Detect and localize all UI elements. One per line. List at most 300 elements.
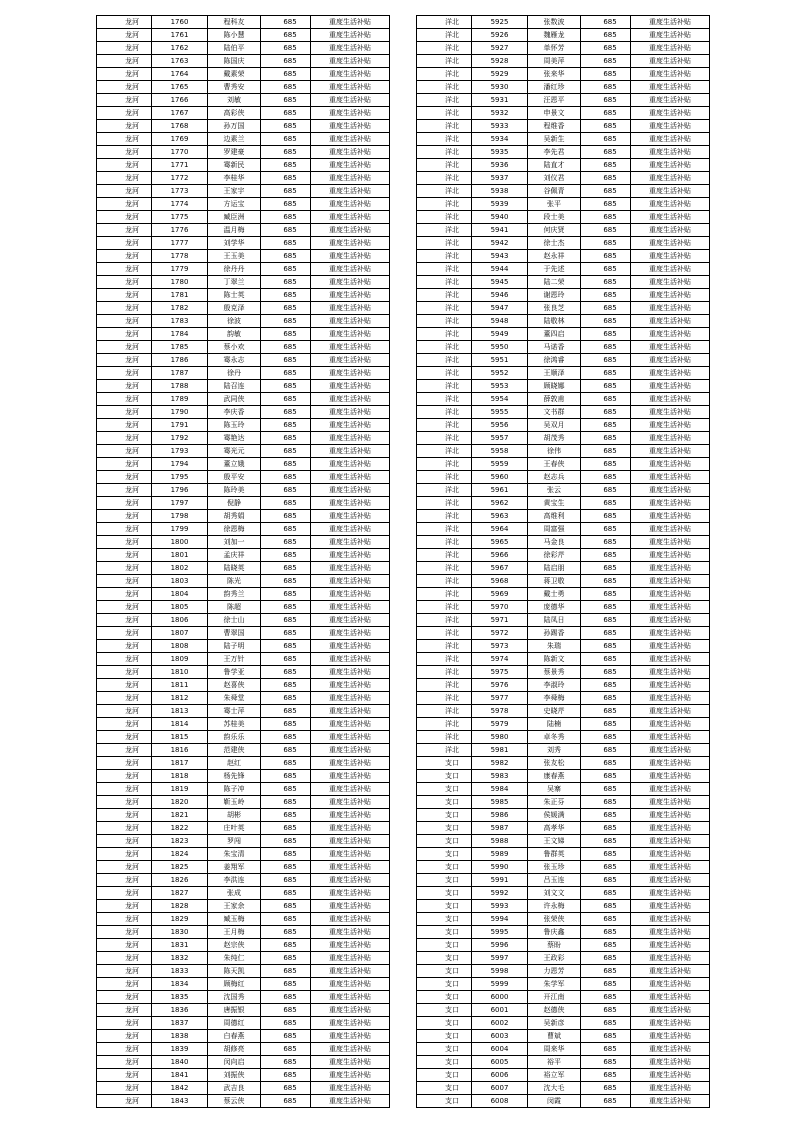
serial-number-cell: 5942 [472, 237, 528, 250]
amount-cell: 685 [261, 237, 311, 250]
town-cell: 龙河 [97, 991, 152, 1004]
amount-cell: 685 [581, 926, 631, 939]
amount-cell: 685 [581, 341, 631, 354]
town-cell: 洋北 [417, 393, 472, 406]
subsidy-type-cell: 重度生活补贴 [631, 705, 710, 718]
town-cell: 龙河 [97, 887, 152, 900]
serial-number-cell: 6005 [472, 1056, 528, 1069]
town-cell: 洋北 [417, 29, 472, 42]
town-cell: 龙河 [97, 965, 152, 978]
name-cell: 韵敏 [208, 328, 261, 341]
table-row [417, 1095, 710, 1108]
town-cell: 支口 [417, 757, 472, 770]
amount-cell: 685 [261, 16, 311, 29]
amount-cell: 685 [581, 796, 631, 809]
name-cell: 董四启 [528, 328, 581, 341]
serial-number-cell: 5939 [472, 198, 528, 211]
subsidy-type-cell: 重度生活补贴 [631, 822, 710, 835]
subsidy-type-cell: 重度生活补贴 [631, 81, 710, 94]
serial-number-cell: 1808 [152, 640, 208, 653]
amount-cell: 685 [261, 640, 311, 653]
name-cell: 温月梅 [208, 224, 261, 237]
town-cell: 支口 [417, 913, 472, 926]
table-row [417, 978, 710, 991]
name-cell: 李桂华 [208, 172, 261, 185]
town-cell: 龙河 [97, 172, 152, 185]
subsidy-type-cell: 重度生活补贴 [311, 835, 390, 848]
serial-number-cell: 1761 [152, 29, 208, 42]
table-row [97, 796, 390, 809]
subsidy-type-cell: 重度生活补贴 [631, 1095, 710, 1108]
amount-cell: 685 [581, 965, 631, 978]
table-row [417, 497, 710, 510]
serial-number-cell: 5983 [472, 770, 528, 783]
name-cell: 段士美 [528, 211, 581, 224]
name-cell: 张来华 [528, 68, 581, 81]
table-row [97, 965, 390, 978]
name-cell: 闵向启 [208, 1056, 261, 1069]
table-row [97, 809, 390, 822]
name-cell: 韵乐乐 [208, 731, 261, 744]
subsidy-type-cell: 重度生活补贴 [631, 250, 710, 263]
serial-number-cell: 1836 [152, 1004, 208, 1017]
name-cell: 骞士萍 [208, 705, 261, 718]
name-cell: 李洪连 [208, 874, 261, 887]
town-cell: 龙河 [97, 107, 152, 120]
serial-number-cell: 5927 [472, 42, 528, 55]
subsidy-type-cell: 重度生活补贴 [631, 653, 710, 666]
name-cell: 朱学军 [528, 978, 581, 991]
amount-cell: 685 [581, 185, 631, 198]
town-cell: 龙河 [97, 796, 152, 809]
town-cell: 洋北 [417, 627, 472, 640]
subsidy-type-cell: 重度生活补贴 [631, 861, 710, 874]
amount-cell: 685 [261, 328, 311, 341]
amount-cell: 685 [261, 1043, 311, 1056]
amount-cell: 685 [261, 133, 311, 146]
table-row [417, 1017, 710, 1030]
serial-number-cell: 5957 [472, 432, 528, 445]
table-row [417, 380, 710, 393]
subsidy-type-cell: 重度生活补贴 [311, 679, 390, 692]
subsidy-type-cell: 重度生活补贴 [631, 991, 710, 1004]
table-row [97, 1030, 390, 1043]
table-row [97, 874, 390, 887]
town-cell: 龙河 [97, 42, 152, 55]
amount-cell: 685 [581, 1043, 631, 1056]
name-cell: 李淑玲 [528, 679, 581, 692]
table-row [97, 1017, 390, 1030]
amount-cell: 685 [581, 94, 631, 107]
amount-cell: 685 [581, 471, 631, 484]
town-cell: 龙河 [97, 926, 152, 939]
serial-number-cell: 5934 [472, 133, 528, 146]
town-cell: 龙河 [97, 55, 152, 68]
table-row [417, 367, 710, 380]
town-cell: 支口 [417, 874, 472, 887]
serial-number-cell: 6003 [472, 1030, 528, 1043]
amount-cell: 685 [581, 16, 631, 29]
name-cell: 陆子明 [208, 640, 261, 653]
table-row [97, 783, 390, 796]
subsidy-type-cell: 重度生活补贴 [311, 913, 390, 926]
name-cell: 殷平安 [208, 471, 261, 484]
table-row [97, 354, 390, 367]
name-cell: 刘文文 [528, 887, 581, 900]
town-cell: 支口 [417, 1095, 472, 1108]
serial-number-cell: 5960 [472, 471, 528, 484]
serial-number-cell: 1811 [152, 679, 208, 692]
serial-number-cell: 1780 [152, 276, 208, 289]
name-cell: 闵霞 [528, 1095, 581, 1108]
amount-cell: 685 [581, 497, 631, 510]
table-row [417, 809, 710, 822]
subsidy-type-cell: 重度生活补贴 [631, 1017, 710, 1030]
serial-number-cell: 1773 [152, 185, 208, 198]
subsidy-type-cell: 重度生活补贴 [311, 185, 390, 198]
subsidy-type-cell: 重度生活补贴 [631, 978, 710, 991]
name-cell: 胡彬 [208, 809, 261, 822]
town-cell: 龙河 [97, 523, 152, 536]
name-cell: 李庆香 [208, 406, 261, 419]
name-cell: 高彩侠 [208, 107, 261, 120]
subsidy-type-cell: 重度生活补贴 [631, 107, 710, 120]
table-row [97, 315, 390, 328]
amount-cell: 685 [261, 718, 311, 731]
amount-cell: 685 [261, 965, 311, 978]
subsidy-type-cell: 重度生活补贴 [311, 367, 390, 380]
serial-number-cell: 5943 [472, 250, 528, 263]
town-cell: 龙河 [97, 302, 152, 315]
name-cell: 戴士勇 [528, 588, 581, 601]
table-row [97, 562, 390, 575]
town-cell: 洋北 [417, 120, 472, 133]
amount-cell: 685 [261, 29, 311, 42]
town-cell: 洋北 [417, 718, 472, 731]
serial-number-cell: 1832 [152, 952, 208, 965]
town-cell: 龙河 [97, 562, 152, 575]
subsidy-type-cell: 重度生活补贴 [631, 562, 710, 575]
serial-number-cell: 5964 [472, 523, 528, 536]
town-cell: 龙河 [97, 146, 152, 159]
amount-cell: 685 [581, 276, 631, 289]
subsidy-type-cell: 重度生活补贴 [311, 289, 390, 302]
subsidy-type-cell: 重度生活补贴 [631, 692, 710, 705]
serial-number-cell: 5931 [472, 94, 528, 107]
serial-number-cell: 1806 [152, 614, 208, 627]
town-cell: 龙河 [97, 1030, 152, 1043]
table-row [417, 926, 710, 939]
table-row [417, 796, 710, 809]
amount-cell: 685 [581, 536, 631, 549]
name-cell: 罗闯 [208, 835, 261, 848]
name-cell: 王万针 [208, 653, 261, 666]
amount-cell: 685 [261, 770, 311, 783]
subsidy-type-cell: 重度生活补贴 [311, 1004, 390, 1017]
subsidy-type-cell: 重度生活补贴 [631, 1082, 710, 1095]
table-row [97, 679, 390, 692]
town-cell: 龙河 [97, 367, 152, 380]
name-cell: 骞永志 [208, 354, 261, 367]
serial-number-cell: 1822 [152, 822, 208, 835]
name-cell: 鲁群英 [528, 848, 581, 861]
name-cell: 徐士杰 [528, 237, 581, 250]
town-cell: 洋北 [417, 94, 472, 107]
amount-cell: 685 [261, 198, 311, 211]
serial-number-cell: 1764 [152, 68, 208, 81]
subsidy-type-cell: 重度生活补贴 [311, 107, 390, 120]
serial-number-cell: 5972 [472, 627, 528, 640]
serial-number-cell: 1769 [152, 133, 208, 146]
town-cell: 支口 [417, 952, 472, 965]
serial-number-cell: 5968 [472, 575, 528, 588]
table-row [417, 445, 710, 458]
table-row [417, 913, 710, 926]
amount-cell: 685 [581, 367, 631, 380]
serial-number-cell: 1802 [152, 562, 208, 575]
town-cell: 洋北 [417, 146, 472, 159]
town-cell: 洋北 [417, 640, 472, 653]
serial-number-cell: 1827 [152, 887, 208, 900]
table-row [417, 965, 710, 978]
subsidy-type-cell: 重度生活补贴 [311, 822, 390, 835]
subsidy-type-cell: 重度生活补贴 [631, 952, 710, 965]
subsidy-type-cell: 重度生活补贴 [311, 393, 390, 406]
subsidy-type-cell: 重度生活补贴 [311, 757, 390, 770]
subsidy-type-cell: 重度生活补贴 [631, 42, 710, 55]
name-cell: 王春侠 [528, 458, 581, 471]
subsidy-type-cell: 重度生活补贴 [631, 926, 710, 939]
serial-number-cell: 5926 [472, 29, 528, 42]
name-cell: 王文娣 [528, 835, 581, 848]
town-cell: 洋北 [417, 276, 472, 289]
town-cell: 龙河 [97, 276, 152, 289]
name-cell: 吴新生 [528, 133, 581, 146]
name-cell: 罗建豪 [208, 146, 261, 159]
serial-number-cell: 5938 [472, 185, 528, 198]
name-cell: 何庆贤 [528, 224, 581, 237]
table-row [417, 1056, 710, 1069]
table-row [417, 627, 710, 640]
subsidy-type-cell: 重度生活补贴 [311, 68, 390, 81]
serial-number-cell: 5930 [472, 81, 528, 94]
subsidy-type-cell: 重度生活补贴 [631, 146, 710, 159]
serial-number-cell: 5935 [472, 146, 528, 159]
serial-number-cell: 5965 [472, 536, 528, 549]
subsidy-type-cell: 重度生活补贴 [631, 744, 710, 757]
subsidy-type-cell: 重度生活补贴 [311, 783, 390, 796]
amount-cell: 685 [581, 198, 631, 211]
serial-number-cell: 5961 [472, 484, 528, 497]
name-cell: 鲁庆鑫 [528, 926, 581, 939]
table-row [417, 1069, 710, 1082]
serial-number-cell: 1837 [152, 1017, 208, 1030]
amount-cell: 685 [261, 1030, 311, 1043]
serial-number-cell: 1794 [152, 458, 208, 471]
town-cell: 龙河 [97, 315, 152, 328]
town-cell: 龙河 [97, 185, 152, 198]
town-cell: 洋北 [417, 42, 472, 55]
name-cell: 张良芝 [528, 302, 581, 315]
serial-number-cell: 1760 [152, 16, 208, 29]
subsidy-type-cell: 重度生活补贴 [631, 263, 710, 276]
town-cell: 龙河 [97, 900, 152, 913]
serial-number-cell: 5946 [472, 289, 528, 302]
table-row [417, 692, 710, 705]
name-cell: 李先君 [528, 146, 581, 159]
table-row [417, 42, 710, 55]
name-cell: 顾梅红 [208, 978, 261, 991]
amount-cell: 685 [581, 393, 631, 406]
table-row [97, 419, 390, 432]
town-cell: 龙河 [97, 250, 152, 263]
amount-cell: 685 [581, 731, 631, 744]
town-cell: 龙河 [97, 627, 152, 640]
serial-number-cell: 1829 [152, 913, 208, 926]
table-row [417, 588, 710, 601]
subsidy-type-cell: 重度生活补贴 [311, 159, 390, 172]
name-cell: 孙万国 [208, 120, 261, 133]
name-cell: 徐恩梅 [208, 523, 261, 536]
table-row [97, 276, 390, 289]
table-row [417, 640, 710, 653]
subsidy-type-cell: 重度生活补贴 [311, 1043, 390, 1056]
name-cell: 沈大毛 [528, 1082, 581, 1095]
name-cell: 朱宝清 [208, 848, 261, 861]
subsidy-type-cell: 重度生活补贴 [631, 367, 710, 380]
table-row [97, 133, 390, 146]
town-cell: 支口 [417, 848, 472, 861]
amount-cell: 685 [261, 211, 311, 224]
amount-cell: 685 [581, 562, 631, 575]
table-row [417, 29, 710, 42]
table-row [417, 1082, 710, 1095]
name-cell: 刘加一 [208, 536, 261, 549]
subsidy-type-cell: 重度生活补贴 [631, 68, 710, 81]
table-row [97, 536, 390, 549]
serial-number-cell: 1767 [152, 107, 208, 120]
subsidy-type-cell: 重度生活补贴 [631, 16, 710, 29]
subsidy-type-cell: 重度生活补贴 [311, 198, 390, 211]
table-row [97, 29, 390, 42]
subsidy-type-cell: 重度生活补贴 [311, 432, 390, 445]
table-row [97, 692, 390, 705]
name-cell: 汪恩平 [528, 94, 581, 107]
name-cell: 殷克泽 [208, 302, 261, 315]
subsidy-type-cell: 重度生活补贴 [311, 172, 390, 185]
name-cell: 姜翔军 [208, 861, 261, 874]
serial-number-cell: 1799 [152, 523, 208, 536]
town-cell: 洋北 [417, 211, 472, 224]
subsidy-type-cell: 重度生活补贴 [311, 549, 390, 562]
name-cell: 刘振侠 [208, 1069, 261, 1082]
subsidy-type-cell: 重度生活补贴 [311, 887, 390, 900]
table-row [417, 224, 710, 237]
amount-cell: 685 [581, 952, 631, 965]
amount-cell: 685 [581, 835, 631, 848]
name-cell: 薛敦甫 [528, 393, 581, 406]
town-cell: 龙河 [97, 809, 152, 822]
table-row [417, 666, 710, 679]
town-cell: 洋北 [417, 133, 472, 146]
subsidy-type-cell: 重度生活补贴 [311, 211, 390, 224]
serial-number-cell: 1800 [152, 536, 208, 549]
serial-number-cell: 1804 [152, 588, 208, 601]
subsidy-type-cell: 重度生活补贴 [631, 1030, 710, 1043]
town-cell: 龙河 [97, 614, 152, 627]
serial-number-cell: 1824 [152, 848, 208, 861]
table-row [417, 900, 710, 913]
name-cell: 陈小慧 [208, 29, 261, 42]
town-cell: 龙河 [97, 679, 152, 692]
name-cell: 黄宝生 [528, 497, 581, 510]
subsidy-type-cell: 重度生活补贴 [631, 354, 710, 367]
subsidy-type-cell: 重度生活补贴 [311, 419, 390, 432]
amount-cell: 685 [581, 666, 631, 679]
subsidy-type-cell: 重度生活补贴 [311, 445, 390, 458]
name-cell: 许永梅 [528, 900, 581, 913]
table-row [417, 991, 710, 1004]
amount-cell: 685 [261, 1004, 311, 1017]
amount-cell: 685 [581, 523, 631, 536]
subsidy-type-cell: 重度生活补贴 [311, 640, 390, 653]
table-row [417, 874, 710, 887]
table-row [417, 679, 710, 692]
subsidy-type-cell: 重度生活补贴 [631, 341, 710, 354]
amount-cell: 685 [581, 1082, 631, 1095]
town-cell: 龙河 [97, 380, 152, 393]
serial-number-cell: 5985 [472, 796, 528, 809]
town-cell: 龙河 [97, 289, 152, 302]
town-cell: 洋北 [417, 172, 472, 185]
serial-number-cell: 5973 [472, 640, 528, 653]
name-cell: 赵德侠 [528, 1004, 581, 1017]
name-cell: 靳玉岭 [208, 796, 261, 809]
name-cell: 庄叶英 [208, 822, 261, 835]
table-row [417, 887, 710, 900]
subsidy-type-cell: 重度生活补贴 [311, 341, 390, 354]
amount-cell: 685 [261, 393, 311, 406]
town-cell: 洋北 [417, 263, 472, 276]
name-cell: 刘仪君 [528, 172, 581, 185]
name-cell: 骞艳达 [208, 432, 261, 445]
name-cell: 申景文 [528, 107, 581, 120]
serial-number-cell: 1791 [152, 419, 208, 432]
serial-number-cell: 5998 [472, 965, 528, 978]
table-row [97, 172, 390, 185]
table-row [97, 588, 390, 601]
serial-number-cell: 5953 [472, 380, 528, 393]
subsidy-type-cell: 重度生活补贴 [631, 939, 710, 952]
table-row [97, 341, 390, 354]
amount-cell: 685 [261, 497, 311, 510]
subsidy-type-cell: 重度生活补贴 [631, 172, 710, 185]
town-cell: 洋北 [417, 653, 472, 666]
table-row [97, 393, 390, 406]
table-row [97, 432, 390, 445]
amount-cell: 685 [581, 978, 631, 991]
amount-cell: 685 [261, 809, 311, 822]
subsidy-type-cell: 重度生活补贴 [311, 562, 390, 575]
name-cell: 张平 [528, 198, 581, 211]
serial-number-cell: 5990 [472, 861, 528, 874]
table-row [417, 510, 710, 523]
table-row [417, 822, 710, 835]
name-cell: 陈士英 [208, 289, 261, 302]
amount-cell: 685 [581, 588, 631, 601]
name-cell: 刘秀 [528, 744, 581, 757]
serial-number-cell: 1807 [152, 627, 208, 640]
